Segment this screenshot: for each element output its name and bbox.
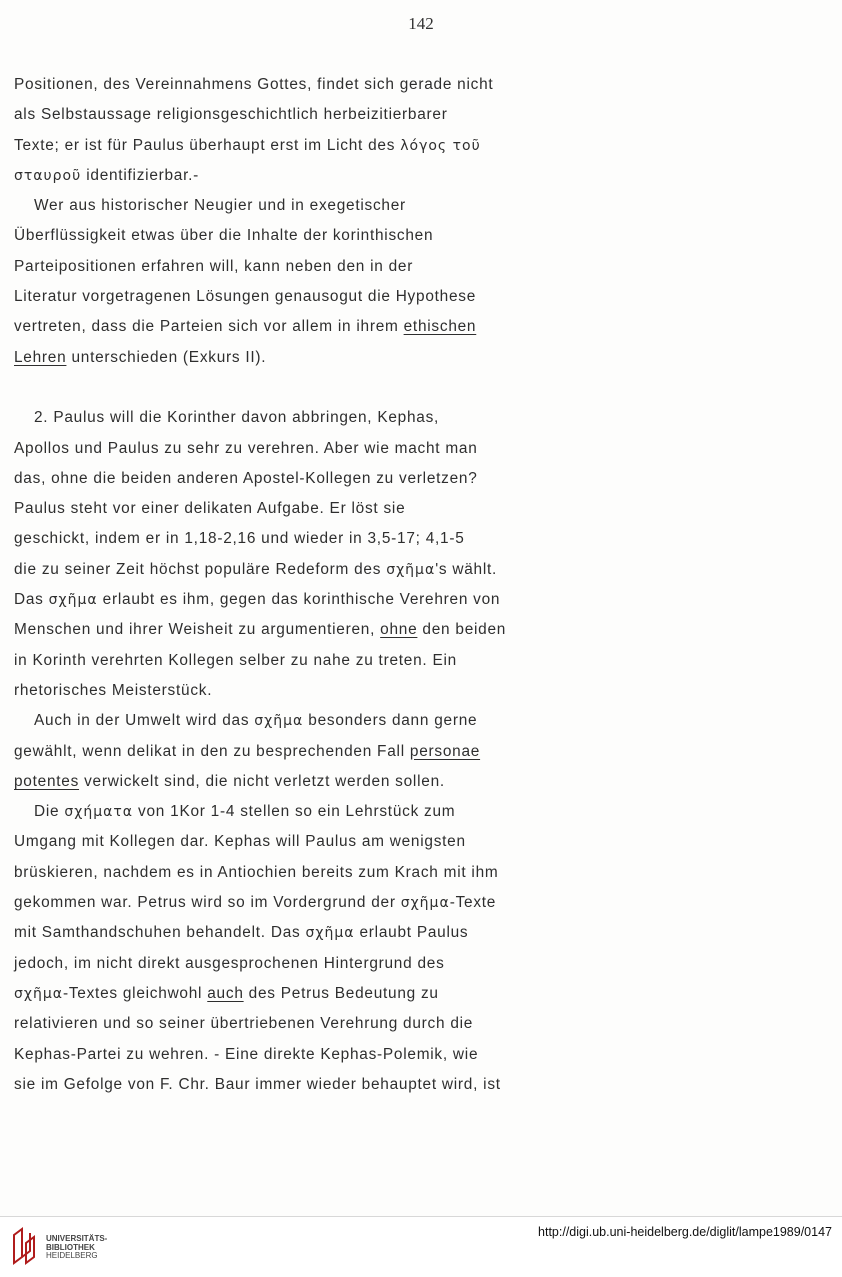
text-line (14, 615, 574, 645)
underlined-text: Lehren (14, 348, 67, 366)
text-line (14, 70, 574, 100)
text-span: -Texte (449, 894, 497, 912)
text-span: geschickt, indem er in 1,18-2,16 und wieder in 3,5-17; 4,1-5 (14, 530, 465, 548)
text-span: Menschen und ihrer Weisheit zu argumentieren, (14, 621, 381, 639)
text-span: erlaubt Paulus (354, 924, 469, 942)
text-line (14, 343, 574, 373)
paragraph-gap (14, 373, 574, 403)
text-span: Auch in der Umwelt wird das (34, 712, 255, 730)
text-span: unterschieden (Exkurs II). (66, 348, 267, 366)
text-line (14, 403, 574, 433)
text-line (14, 827, 574, 857)
greek-text: λόγος τοῦ (400, 137, 481, 154)
footer-bar (0, 1216, 842, 1277)
text-span: mit Samthandschuhen behandelt. Das (14, 924, 306, 942)
text-span: die zu seiner Zeit höchst populäre Redeform des (14, 560, 387, 578)
text-line (14, 706, 574, 736)
text-line (14, 464, 574, 494)
library-name-line: BIBLIOTHEK (46, 1242, 95, 1252)
underlined-text: potentes (14, 772, 80, 790)
text-span: Umgang mit Kollegen dar. Kephas will Paulus am wenigsten (14, 833, 466, 851)
text-span: -Textes gleichwohl (62, 984, 208, 1002)
text-line (14, 161, 574, 191)
ub-heidelberg-logo-icon (10, 1225, 38, 1267)
text-line (14, 797, 574, 827)
text-line (14, 131, 574, 161)
greek-text: σχῆμα (400, 895, 450, 912)
text-span: 2. Paulus will die Korinther davon abbringen, Kephas, (34, 409, 440, 427)
greek-text: σταυροῦ (14, 167, 82, 184)
underlined-text: ethischen (403, 318, 477, 336)
text-line (14, 646, 574, 676)
greek-text: σχῆμα (386, 561, 436, 578)
text-span: Die (34, 803, 65, 821)
text-span: Das (14, 591, 49, 609)
text-span: den beiden (417, 621, 507, 639)
body-text (14, 70, 574, 1100)
text-span: in Korinth verehrten Kollegen selber zu nahe zu treten. Ein (14, 651, 457, 669)
text-line (14, 221, 574, 251)
text-line (14, 555, 574, 585)
text-line (14, 434, 574, 464)
text-span: relativieren und so seiner übertriebenen Verehrung durch die (14, 1015, 474, 1033)
text-span: von 1Kor 1-4 stellen so ein Lehrstück zum (133, 803, 456, 821)
library-name (46, 1235, 107, 1261)
text-line (14, 918, 574, 948)
text-span: vertreten, dass die Parteien sich vor allem in ihrem (14, 318, 404, 336)
text-span: besonders dann gerne (303, 712, 478, 730)
text-line (14, 100, 574, 130)
text-span: des Petrus Bedeutung zu (243, 984, 439, 1002)
source-url-link[interactable]: http://digi.ub.uni-heidelberg.de/diglit/lampe1989/0147 (538, 1225, 832, 1239)
text-line (14, 252, 574, 282)
text-span: Parteipositionen erfahren will, kann neben den in der (14, 257, 414, 275)
text-span: Positionen, des Vereinnahmens Gottes, findet sich gerade nicht (14, 76, 494, 93)
text-line (14, 282, 574, 312)
text-span: identifizierbar.- (81, 166, 200, 184)
text-span: sie im Gefolge von F. Chr. Baur immer wieder behauptet wird, ist (14, 1075, 501, 1093)
text-span: Apollos und Paulus zu sehr zu verehren. Aber wie macht man (14, 439, 478, 457)
text-line (14, 949, 574, 979)
text-span: verwickelt sind, die nicht verletzt werden sollen. (79, 772, 445, 790)
text-line (14, 585, 574, 615)
text-line (14, 676, 574, 706)
text-span: brüskieren, nachdem es in Antiochien bereits zum Krach mit ihm (14, 863, 499, 881)
text-line (14, 888, 574, 918)
text-span: Texte; er ist für Paulus überhaupt erst im Licht des (14, 136, 401, 154)
text-span: Paulus steht vor einer delikaten Aufgabe. Er löst sie (14, 500, 406, 518)
text-line (14, 737, 574, 767)
text-span: Überflüssigkeit etwas über die Inhalte der korinthischen (14, 227, 434, 245)
text-line (14, 524, 574, 554)
text-line (14, 312, 574, 342)
text-line (14, 1070, 574, 1100)
underlined-text: ohne (380, 621, 418, 639)
text-span: gewählt, wenn delikat in den zu besprechenden Fall (14, 742, 410, 760)
text-span: gekommen war. Petrus wird so im Vordergrund der (14, 894, 401, 912)
text-line (14, 767, 574, 797)
text-line (14, 1009, 574, 1039)
text-span: Kephas-Partei zu wehren. - Eine direkte Kephas-Polemik, wie (14, 1045, 479, 1063)
library-name-line: UNIVERSITÄTS- (46, 1234, 108, 1243)
text-line (14, 858, 574, 888)
text-span: Wer aus historischer Neugier und in exegetischer (34, 197, 406, 215)
text-line (14, 494, 574, 524)
text-span: jedoch, im nicht direkt ausgesprochenen Hintergrund des (14, 954, 445, 972)
underlined-text: auch (207, 984, 244, 1002)
text-span: das, ohne die beiden anderen Apostel-Kollegen zu verletzen? (14, 469, 478, 487)
page-number: 142 (408, 14, 434, 33)
text-span: 's wählt. (435, 560, 498, 578)
greek-text: σχῆμα (14, 985, 63, 1002)
text-span: erlaubt es ihm, gegen das korinthische Verehren von (97, 591, 501, 609)
text-line (14, 1040, 574, 1070)
text-span: als Selbstaussage religionsgeschichtlich herbeizitierbarer (14, 106, 448, 124)
text-span: Literatur vorgetragenen Lösungen genausogut die Hypothese (14, 288, 477, 306)
text-span: rhetorisches Meisterstück. (14, 681, 213, 699)
underlined-text: personae (409, 742, 481, 760)
greek-text: σχῆμα (254, 713, 304, 730)
greek-text: σχῆμα (305, 925, 355, 942)
text-line (14, 979, 574, 1009)
greek-text: σχήματα (64, 804, 134, 821)
text-line (14, 191, 574, 221)
greek-text: σχῆμα (48, 592, 98, 609)
library-name-line: HEIDELBERG (46, 1251, 98, 1260)
